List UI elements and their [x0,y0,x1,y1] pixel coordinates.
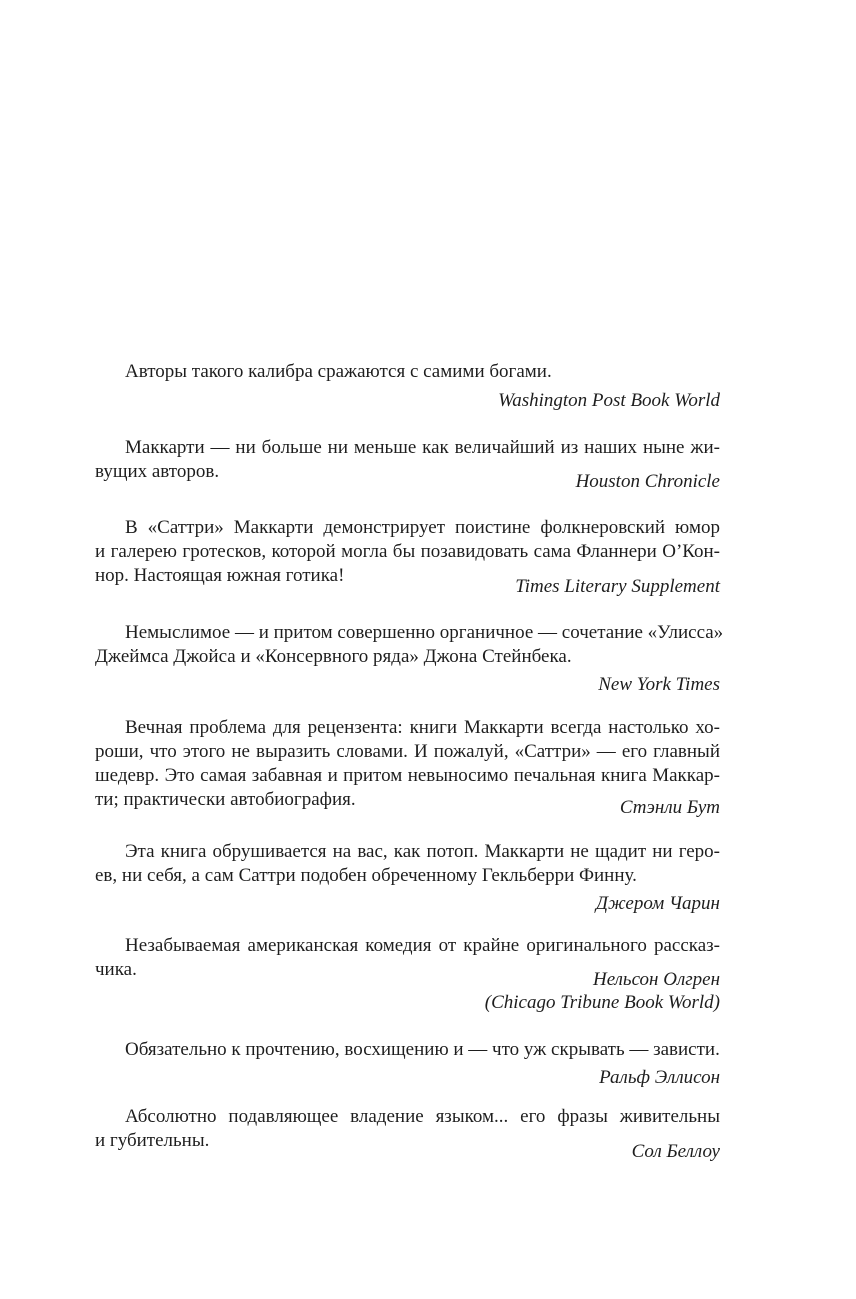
review-source: Houston Chronicle [575,471,720,492]
review-text-line: нор. Настоящая южная готика! [95,565,345,586]
review-text-line: Незабываемая американская комедия от крайне оригинального рассказ- [125,935,720,956]
review-text-line: Абсолютно подавляющее владение языком... его фразы живительны [125,1106,720,1127]
review-text-line: Джеймса Джойса и «Консервного ряда» Джона Стейнбека. [95,646,572,667]
review-text-line: Немыслимое — и притом совершенно органичное — сочетание «Улисса» [125,622,724,643]
review-source: Джером Чарин [595,893,720,914]
review-source: Washington Post Book World [498,390,720,411]
review-text-line: шедевр. Это самая забавная и притом невыносимо печальная книга Маккар- [95,765,720,786]
review-text-line: и губительны. [95,1130,210,1151]
review-text-line: вущих авторов. [95,461,220,482]
review-source: Ральф Эллисон [599,1067,720,1088]
review-text-line: чика. [95,959,137,980]
review-text-line: Обязательно к прочтению, восхищению и — что уж скрывать — зависти. [125,1039,720,1060]
review-source-publication: (Chicago Tribune Book World) [484,992,720,1013]
review-text-line: Вечная проблема для рецензента: книги Маккарти всегда настолько хо- [125,717,720,738]
review-source: Стэнли Бут [619,797,720,818]
review-text-line: и галерею гротесков, которой могла бы позавидовать сама Фланнери О’Кон- [95,541,720,562]
review-text-line: Маккарти — ни больше ни меньше как величайший из наших ныне жи- [125,437,720,458]
review-text-line: ев, ни себя, а сам Саттри подобен обреченному Гекльберри Финну. [95,865,637,886]
review-source: Times Literary Supplement [515,576,720,597]
review-text-line: Авторы такого калибра сражаются с самими богами. [125,361,552,382]
review-text-line: Эта книга обрушивается на вас, как потоп. Маккарти не щадит ни геро- [125,841,720,862]
review-text-line: роши, что этого не выразить словами. И пожалуй, «Саттри» — его главный [95,741,720,762]
review-text-line: В «Саттри» Маккарти демонстрирует поистине фолкнеровский юмор [125,517,720,538]
review-source: New York Times [598,674,720,695]
review-source: Сол Беллоу [631,1141,720,1162]
review-source: Нельсон Олгрен [592,969,720,990]
review-text-line: ти; практически автобиография. [95,789,356,810]
